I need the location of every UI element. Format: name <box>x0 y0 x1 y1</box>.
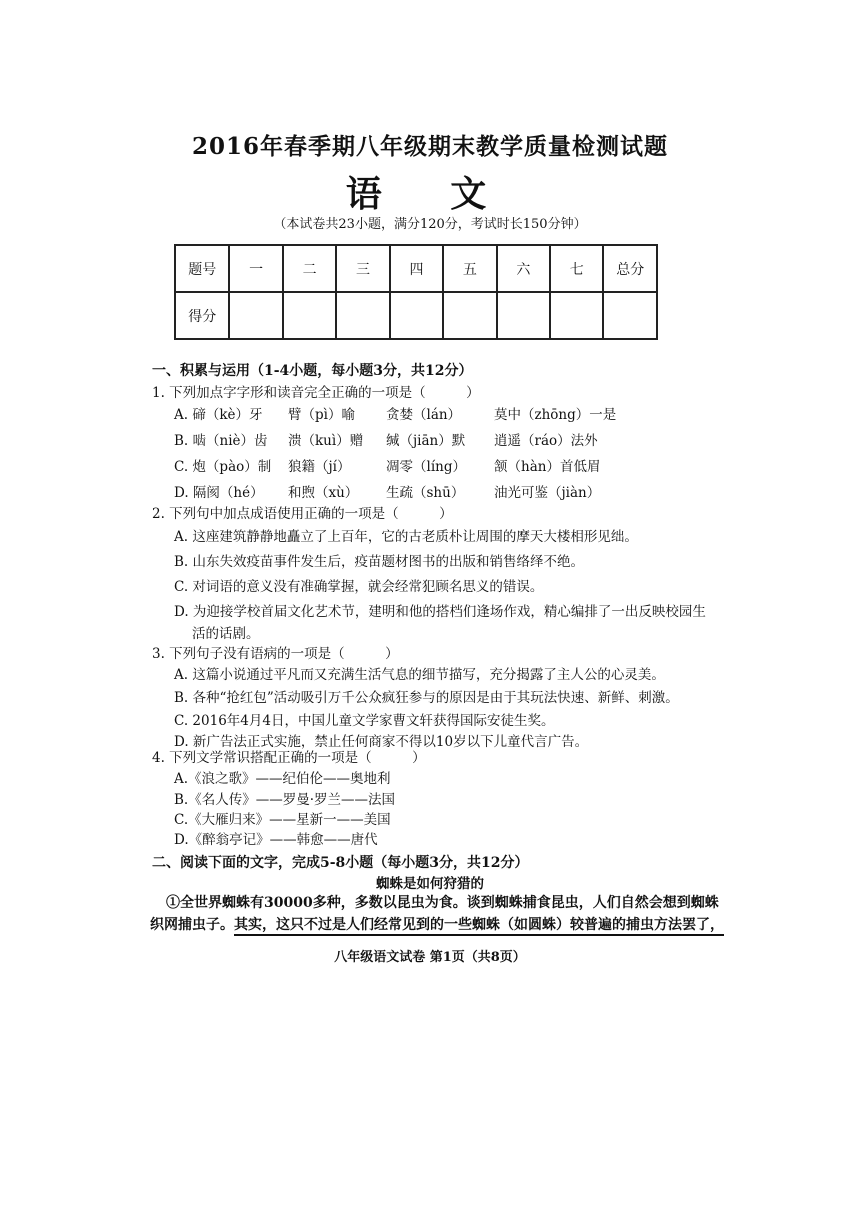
question-1-stem: 1. 下列加点字字形和读音完全正确的一项是（ ） <box>152 385 480 401</box>
q4-option-c: C.《大雁归来》——星新一——美国 <box>174 812 391 828</box>
q1-option-d-3: 生疏（shū） <box>386 485 465 501</box>
score-cell: 七 <box>550 245 603 292</box>
q1-option-a-1: A. 碲（kè）牙 <box>174 407 263 423</box>
q4-option-d: D.《醉翁亭记》——韩愈——唐代 <box>174 832 378 848</box>
q2-option-b: B. 山东失效疫苗事件发生后，疫苗题材图书的出版和销售络绎不绝。 <box>174 554 585 570</box>
q1-option-d-1: D. 隔阂（hé） <box>174 485 264 501</box>
q1-option-c-1: C. 炮（pào）制 <box>174 459 272 475</box>
score-cell: 五 <box>443 245 496 292</box>
score-blank[interactable] <box>336 292 389 339</box>
subject-title: 语 文 <box>345 173 515 215</box>
q3-option-d: D. 新广告法正式实施，禁止任何商家不得以10岁以下儿童代言广告。 <box>174 734 589 750</box>
q1-option-c-2: 狼籍（jí） <box>288 459 351 475</box>
q1-option-b-1: B. 啮（niè）齿 <box>174 433 268 449</box>
q4-option-b: B.《名人传》——罗曼·罗兰——法国 <box>174 792 396 808</box>
q3-option-b: B. 各种“抢红包”活动吸引万千公众疯狂参与的原因是由于其玩法快速、新鲜、刺激。 <box>174 690 679 706</box>
q1-option-b-3: 缄（jiān）默 <box>386 433 466 449</box>
q1-option-d-2: 和煦（xù） <box>288 485 359 501</box>
score-blank[interactable] <box>550 292 603 339</box>
score-cell: 三 <box>336 245 389 292</box>
score-blank[interactable] <box>443 292 496 339</box>
score-cell: 四 <box>390 245 443 292</box>
question-3-stem: 3. 下列句子没有语病的一项是（ ） <box>152 646 399 662</box>
q1-option-a-4: 莫中（zhōng）一是 <box>494 407 617 423</box>
q2-option-c: C. 对词语的意义没有准确掌握，就会经常犯顾名思义的错误。 <box>174 579 544 595</box>
q2-option-a: A. 这座建筑静静地矗立了上百年，它的古老质朴让周围的摩天大楼相形见绌。 <box>174 529 638 545</box>
paragraph-1-line-1: ①全世界蜘蛛有30000多种，多数以昆虫为食。谈到蜘蛛捕食昆虫，人们自然会想到蜘蛛 <box>166 895 719 911</box>
score-table <box>174 244 658 340</box>
score-blank[interactable] <box>229 292 282 339</box>
paragraph-1-underlined-text: 其实，这只不过是人们经常见到的一些蜘蛛（如圆蛛）较普遍的捕虫方法罢了， <box>234 917 724 936</box>
section-2-heading: 二、阅读下面的文字，完成5-8小题（每小题3分，共12分） <box>152 855 529 871</box>
q1-option-c-3: 凋零（líng） <box>386 459 466 475</box>
question-4-stem: 4. 下列文学常识搭配正确的一项是（ ） <box>152 750 426 766</box>
article-title: 蜘蛛是如何狩猎的 <box>376 876 484 892</box>
q1-option-b-2: 溃（kuì）赠 <box>288 433 364 449</box>
q1-option-a-2: 臂（pì）喻 <box>288 407 355 423</box>
q3-option-a: A. 这篇小说通过平凡而又充满生活气息的细节描写，充分揭露了主人公的心灵美。 <box>174 667 665 683</box>
question-2-stem: 2. 下列句中加点成语使用正确的一项是（ ） <box>152 506 453 522</box>
paragraph-1-plain-text: 织网捕虫子。 <box>150 917 234 933</box>
q1-option-d-4: 油光可鉴（jiàn） <box>494 485 601 501</box>
score-blank[interactable] <box>390 292 443 339</box>
q1-option-a-3: 贪婪（lán） <box>386 407 462 423</box>
q4-option-a: A.《浪之歌》——纪伯伦——奥地利 <box>174 771 391 787</box>
paragraph-1-line-2 <box>150 914 724 934</box>
score-cell: 得分 <box>175 292 229 339</box>
exam-title: 2016年春季期八年级期末教学质量检测试题 <box>191 133 668 160</box>
score-cell: 一 <box>229 245 282 292</box>
section-1-heading: 一、积累与运用（1-4小题，每小题3分，共12分） <box>152 363 473 379</box>
score-blank[interactable] <box>497 292 550 339</box>
q2-option-d-cont: 活的话剧。 <box>192 626 260 642</box>
score-blank[interactable] <box>603 292 657 339</box>
score-table-score-row <box>175 292 657 339</box>
score-blank[interactable] <box>283 292 336 339</box>
score-cell: 总分 <box>603 245 657 292</box>
score-table-header-row <box>175 245 657 292</box>
score-cell: 二 <box>283 245 336 292</box>
score-cell: 六 <box>497 245 550 292</box>
q2-option-d: D. 为迎接学校首届文化艺术节，建明和他的搭档们逢场作戏，精心编排了一出反映校园生 <box>174 604 706 620</box>
score-cell: 题号 <box>175 245 229 292</box>
q1-option-c-4: 颔（hàn）首低眉 <box>494 459 601 475</box>
exam-note: （本试卷共23小题，满分120分，考试时长150分钟） <box>273 217 587 232</box>
page-footer: 八年级语文试卷 第1页（共8页） <box>334 950 526 965</box>
q1-option-b-4: 逍遥（ráo）法外 <box>494 433 598 449</box>
q3-option-c: C. 2016年4月4日，中国儿童文学家曹文轩获得国际安徒生奖。 <box>174 713 555 729</box>
